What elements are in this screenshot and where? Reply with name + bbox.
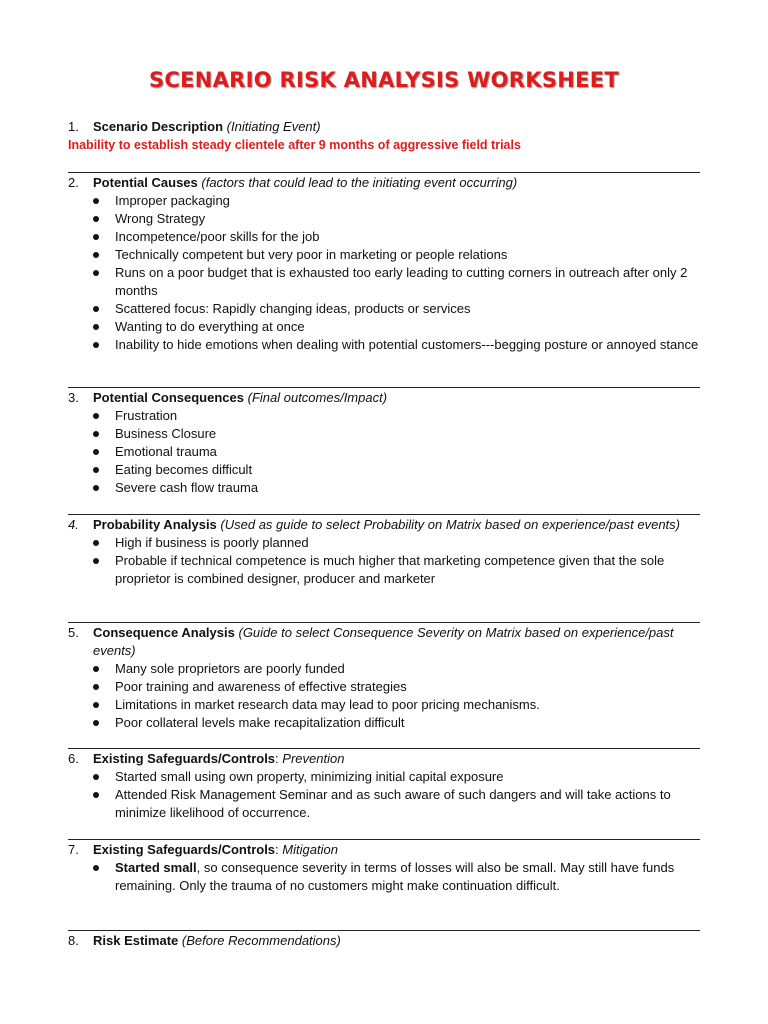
section-number: 5. <box>68 625 79 640</box>
bullet-icon <box>93 540 99 546</box>
section-label: Consequence Analysis <box>93 625 235 640</box>
section-scenario-description <box>68 118 700 154</box>
bullet-icon <box>93 324 99 330</box>
section-description: (Guide to select Consequence Severity on Matrix based on experience/past events) <box>93 625 674 658</box>
section-heading <box>68 624 700 660</box>
section-number: 1. <box>68 119 79 134</box>
section-label: Potential Causes <box>93 175 198 190</box>
list-item: Started small using own property, minimizing initial capital exposure <box>68 768 700 786</box>
list-item: Scattered focus: Rapidly changing ideas, products or services <box>68 300 700 318</box>
section-heading <box>68 932 700 950</box>
bullet-icon <box>93 485 99 491</box>
section-label: Scenario Description <box>93 119 224 134</box>
section-number: 2. <box>68 175 79 190</box>
bullet-icon <box>93 216 99 222</box>
section-description: (factors that could lead to the initiating event occurring) <box>201 175 518 190</box>
list-item: Technically competent but very poor in marketing or people relations <box>68 246 700 264</box>
section-label: Potential Consequences <box>93 390 244 405</box>
section-heading <box>68 516 700 534</box>
section-number: 7. <box>68 842 79 857</box>
section-description: Prevention <box>282 751 345 766</box>
bullet-icon <box>93 666 99 672</box>
causes-list <box>68 192 700 354</box>
list-item: Improper packaging <box>68 192 700 210</box>
section-colon: : <box>275 842 279 857</box>
list-item: Poor collateral levels make recapitalization difficult <box>68 714 700 732</box>
bullet-icon <box>93 467 99 473</box>
list-item <box>68 859 700 895</box>
list-item: Attended Risk Management Seminar and as such aware of such dangers and will take actions to minimize likelihood of occurrence. <box>68 786 700 822</box>
bullet-icon <box>93 252 99 258</box>
emphasis-text: Started small <box>115 860 197 875</box>
bullet-icon <box>93 270 99 276</box>
bullet-icon <box>93 702 99 708</box>
list-item: Probable if technical competence is much higher that marketing competence given that the sole proprietor is combined designer, producer and marketer <box>68 552 700 588</box>
section-number: 3. <box>68 390 79 405</box>
section-description: (Used as guide to select Probability on Matrix based on experience/past events) <box>220 517 680 532</box>
section-label: Existing Safeguards/Controls <box>93 751 276 766</box>
section-colon: : <box>275 751 279 766</box>
probability-list <box>68 534 700 588</box>
consequence-analysis-list <box>68 660 700 732</box>
section-label: Existing Safeguards/Controls <box>93 842 276 857</box>
section-description: Mitigation <box>282 842 338 857</box>
bullet-icon <box>93 865 99 871</box>
section-heading <box>68 750 700 768</box>
section-description: (Final outcomes/Impact) <box>247 390 388 405</box>
list-item: High if business is poorly planned <box>68 534 700 552</box>
section-consequence-analysis <box>68 622 700 732</box>
list-item: Wanting to do everything at once <box>68 318 700 336</box>
section-safeguards-mitigation <box>68 839 700 895</box>
bullet-icon <box>93 720 99 726</box>
bullet-icon <box>93 431 99 437</box>
section-number: 6. <box>68 751 79 766</box>
list-item: Emotional trauma <box>68 443 700 461</box>
list-item: Inability to hide emotions when dealing with potential customers---begging posture or annoyed stance <box>68 336 700 354</box>
list-item: Poor training and awareness of effective strategies <box>68 678 700 696</box>
list-item: Wrong Strategy <box>68 210 700 228</box>
list-item: Many sole proprietors are poorly funded <box>68 660 700 678</box>
section-label: Probability Analysis <box>93 517 217 532</box>
section-potential-causes <box>68 172 700 354</box>
bullet-icon <box>93 413 99 419</box>
section-probability-analysis <box>68 514 700 588</box>
list-item: Frustration <box>68 407 700 425</box>
section-number: 8. <box>68 933 79 948</box>
section-heading <box>68 174 700 192</box>
item-text: , so consequence severity in terms of losses will also be small. May still have funds remaining. Only the trauma of no customers might make continuation difficult. <box>115 860 675 893</box>
section-heading <box>68 389 700 407</box>
section-description: (Initiating Event) <box>226 119 321 134</box>
section-number: 4. <box>68 517 79 532</box>
section-potential-consequences <box>68 387 700 497</box>
bullet-icon <box>93 684 99 690</box>
section-risk-estimate <box>68 930 700 950</box>
section-description: (Before Recommendations) <box>181 933 341 948</box>
bullet-icon <box>93 449 99 455</box>
section-heading <box>68 841 700 859</box>
list-item: Incompetence/poor skills for the job <box>68 228 700 246</box>
section-heading <box>68 118 700 136</box>
bullet-icon <box>93 792 99 798</box>
list-item: Business Closure <box>68 425 700 443</box>
prevention-list <box>68 768 700 822</box>
section-label: Risk Estimate <box>93 933 179 948</box>
list-item: Severe cash flow trauma <box>68 479 700 497</box>
page-title: SCENARIO RISK ANALYSIS WORKSHEET <box>148 68 620 92</box>
initiating-event-text: Inability to establish steady clientele after 9 months of aggressive field trials <box>68 138 521 152</box>
bullet-icon <box>93 558 99 564</box>
bullet-icon <box>93 342 99 348</box>
section-safeguards-prevention <box>68 748 700 822</box>
list-item: Limitations in market research data may lead to poor pricing mechanisms. <box>68 696 700 714</box>
list-item: Eating becomes difficult <box>68 461 700 479</box>
bullet-icon <box>93 774 99 780</box>
bullet-icon <box>93 198 99 204</box>
list-item: Runs on a poor budget that is exhausted too early leading to cutting corners in outreach after only 2 months <box>68 264 700 300</box>
consequences-list <box>68 407 700 497</box>
bullet-icon <box>93 306 99 312</box>
mitigation-list <box>68 859 700 895</box>
bullet-icon <box>93 234 99 240</box>
